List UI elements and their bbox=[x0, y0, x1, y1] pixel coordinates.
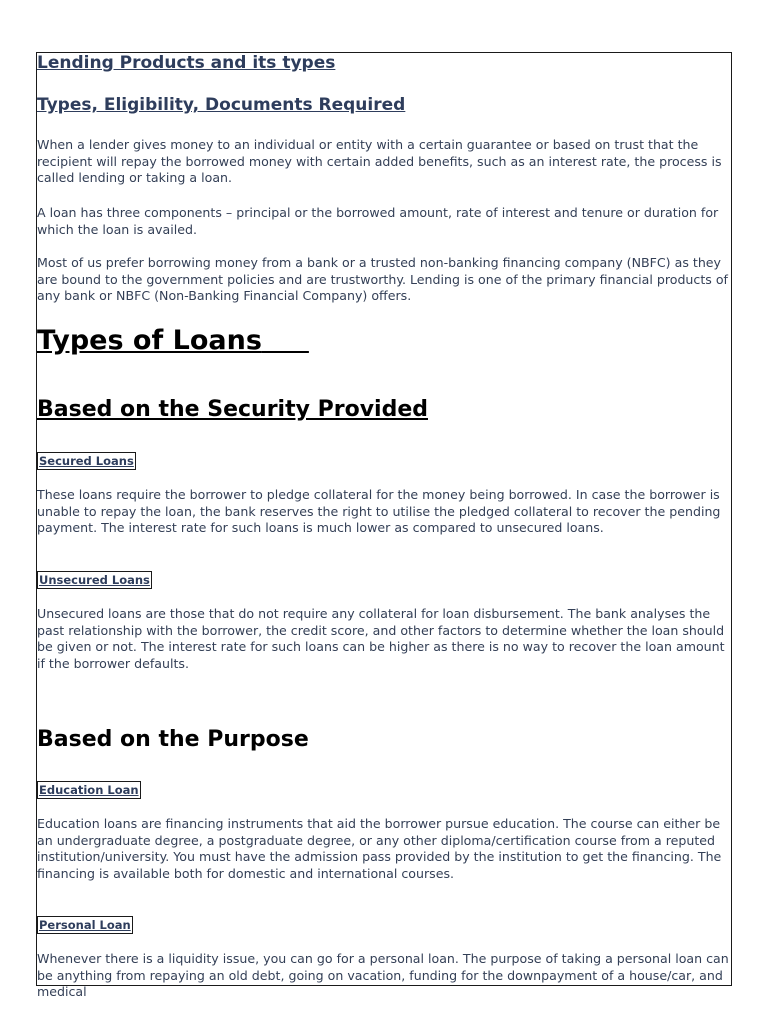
types-of-loans-heading: Types of Loans bbox=[37, 325, 262, 356]
intro-paragraph-lending: When a lender gives money to an individual or entity with a certain guarantee or based on trust that the recipient will repay the borrowed money with certain added benefits, such as an interest rate, the process is called lending or taking a loan. bbox=[37, 137, 722, 186]
document-subtitle: Types, Eligibility, Documents Required bbox=[37, 95, 406, 115]
intro-paragraph-components: A loan has three components – principal or the borrowed amount, rate of interest and tenure or duration for which the loan is availed. bbox=[37, 205, 719, 237]
secured-loans-label: Secured Loans bbox=[39, 454, 134, 468]
security-section-heading: Based on the Security Provided bbox=[37, 397, 428, 422]
unsecured-loans-label: Unsecured Loans bbox=[39, 573, 150, 587]
intro-paragraph-nbfc: Most of us prefer borrowing money from a bank or a trusted non-banking financing company (NBFC) as they are bound to the government policies and are trustworthy. Lending is one of the primary financial products of any bank or NBFC (Non-Banking Financial Company) offers. bbox=[37, 255, 728, 304]
education-loan-label: Education Loan bbox=[39, 783, 139, 797]
unsecured-loans-text: Unsecured loans are those that do not require any collateral for loan disbursement. The bank analyses the past relationship with the borrower, the credit score, and other factors to determine whether the loan should be given or not. The interest rate for such loans can be higher as there is no way to recover the loan amount if the borrower defaults. bbox=[37, 606, 725, 671]
document-page bbox=[36, 52, 732, 1000]
purpose-section-heading: Based on the Purpose bbox=[37, 727, 309, 752]
personal-loan-label: Personal Loan bbox=[39, 918, 131, 932]
education-loan-text: Education loans are financing instruments that aid the borrower pursue education. The course can either be an undergraduate degree, a postgraduate degree, or any other diploma/certification course from a reputed institution/university. You must have the admission pass provided by the institution to get the financing. The financing is available both for domestic and international courses. bbox=[37, 816, 722, 881]
personal-loan-text: Whenever there is a liquidity issue, you can go for a personal loan. The purpose of taking a personal loan can be anything from repaying an old debt, going on vacation, funding for the downpayment of a house/car, and medical bbox=[37, 951, 729, 1000]
document-title: Lending Products and its types bbox=[37, 53, 336, 73]
secured-loans-text: These loans require the borrower to pledge collateral for the money being borrowed. In case the borrower is unable to repay the loan, the bank reserves the right to utilise the pledged collateral to recover the pending payment. The interest rate for such loans is much lower as compared to unsecured loans. bbox=[37, 487, 721, 536]
